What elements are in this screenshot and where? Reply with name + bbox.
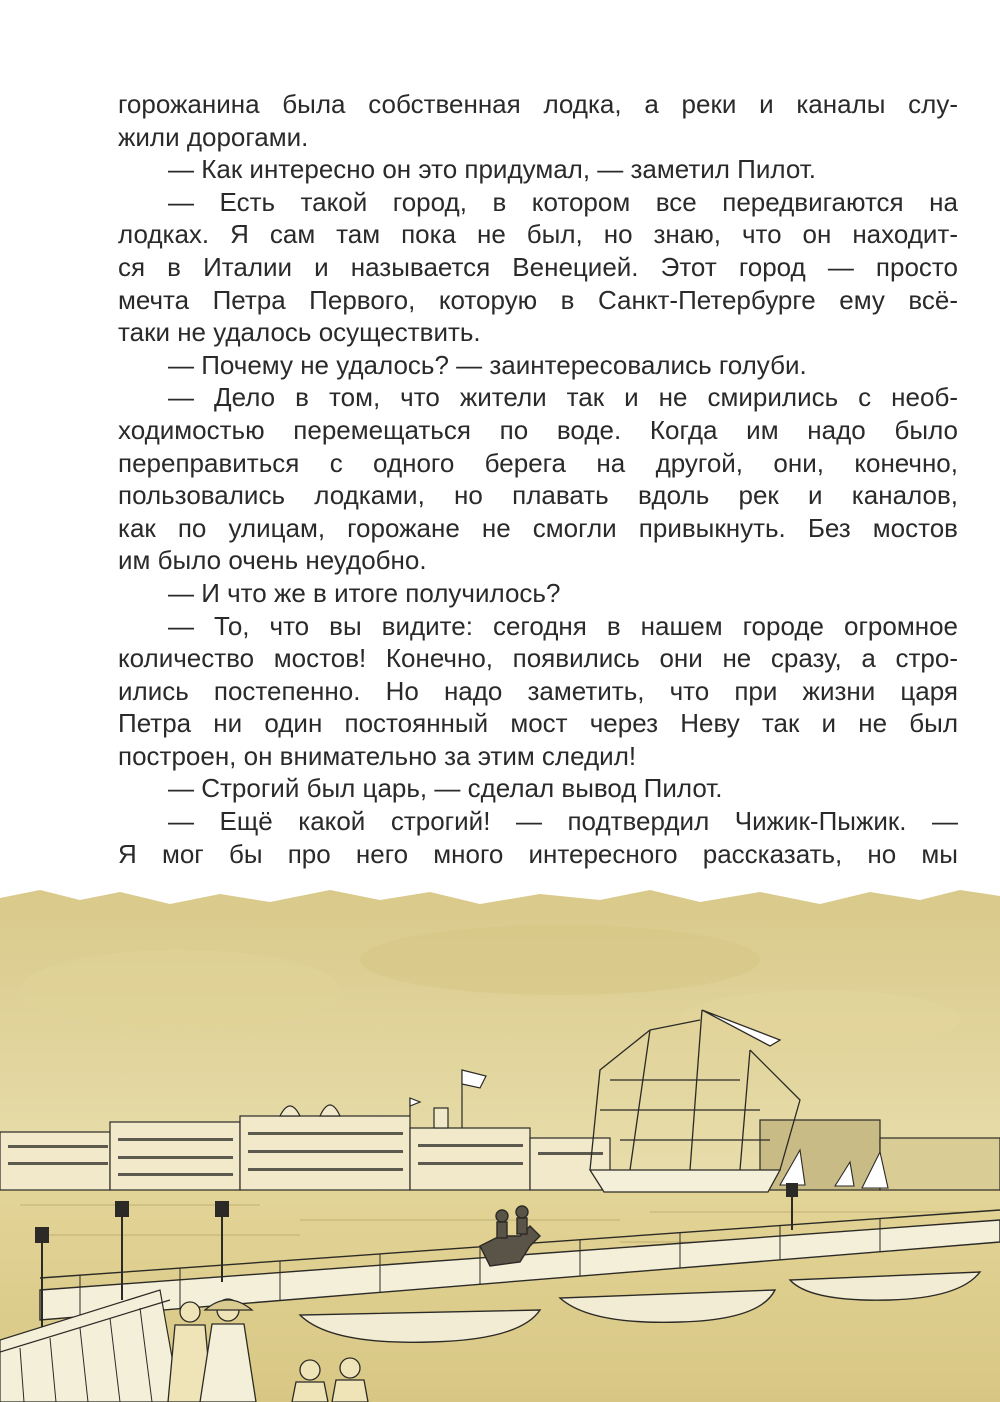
- text-line: — И что же в итоге получилось?: [168, 577, 561, 608]
- text-line: — То, что вы видите: сегодня в нашем городе огромное: [168, 610, 958, 641]
- text-line: — Строгий был царь, — сделал вывод Пилот.: [168, 773, 723, 804]
- text-line: количество мостов! Конечно, появились они не сразу, а стро-: [118, 643, 958, 674]
- text-line: — Дело в том, что жители так и не смирились с необ-: [168, 382, 958, 413]
- text-line: горожанина была собственная лодка, а реки и каналы слу-: [118, 89, 958, 119]
- text-line: таки не удалось осуществить.: [118, 317, 481, 348]
- text-line: жили дорогами.: [118, 121, 309, 152]
- text-line: пользовались лодками, но плавать вдоль рек и каналов,: [118, 480, 958, 511]
- text-line: переправиться с одного берега на другой, они, конечно,: [118, 447, 958, 478]
- text-line: Я мог бы про него много интересного рассказать, но мы: [118, 838, 958, 869]
- text-line: построен, он внимательно за этим следил!: [118, 740, 637, 771]
- story-text: [118, 88, 958, 870]
- text-line: мечта Петра Первого, которую в Санкт-Петербурге ему всё-: [118, 284, 958, 315]
- neva-bridge-illustration-icon: [0, 870, 1000, 1402]
- text-line: ились постепенно. Но надо заметить, что при жизни царя: [118, 675, 958, 706]
- text-line: Петра ни один постоянный мост через Неву так и не был: [118, 708, 958, 739]
- text-line: им было очень неудобно.: [118, 545, 427, 576]
- text-line: — Почему не удалось? — заинтересовались голуби.: [168, 349, 807, 380]
- text-line: — Ещё какой строгий! — подтвердил Чижик-Пыжик. —: [168, 806, 958, 837]
- text-line: ходимостью перемещаться по воде. Когда им надо было: [118, 414, 958, 445]
- text-line: как по улицам, горожане не смогли привыкнуть. Без мостов: [118, 512, 958, 543]
- text-line: ся в Италии и называется Венецией. Этот город — просто: [118, 251, 958, 282]
- text-line: — Есть такой город, в котором все передвигаются на: [168, 186, 958, 217]
- text-line: лодках. Я сам там пока не был, но знаю, что он находит-: [118, 219, 958, 250]
- text-line: — Как интересно он это придумал, — заметил Пилот.: [168, 154, 816, 185]
